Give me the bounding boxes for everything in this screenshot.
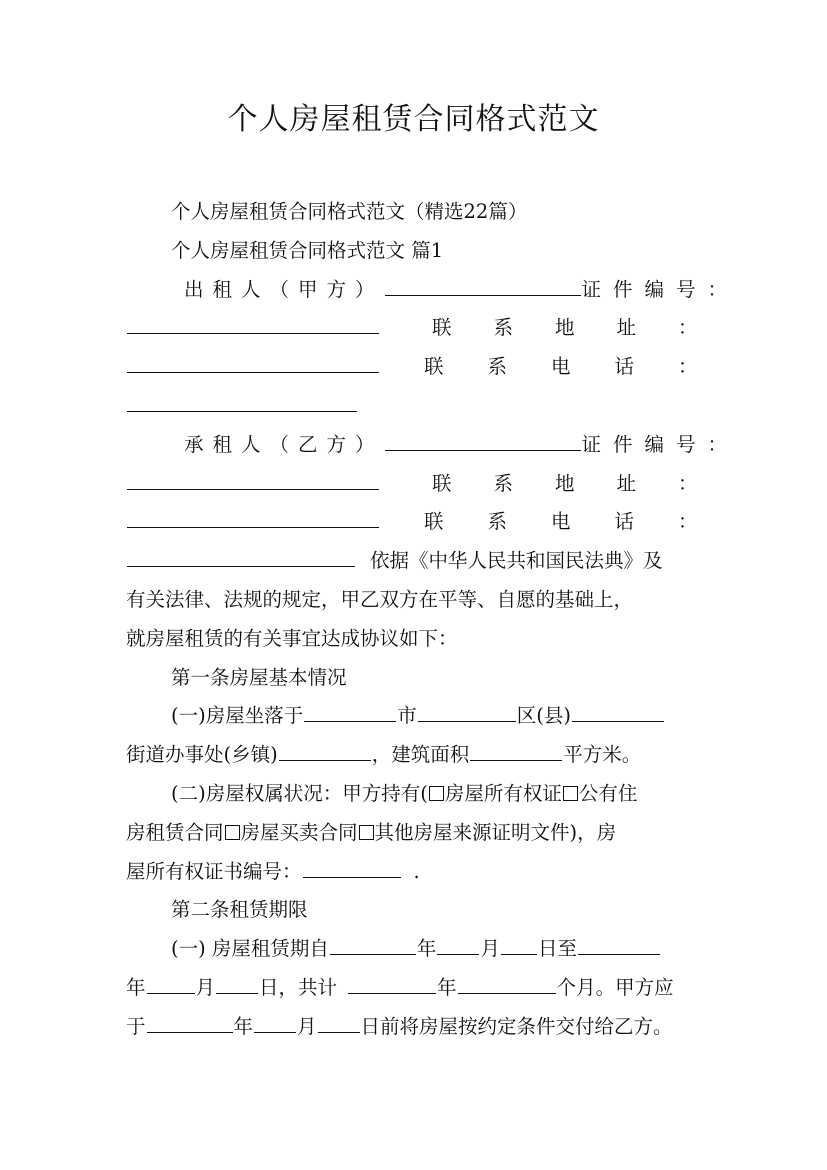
preamble-line-3: 就房屋租赁的有关事宜达成协议如下：: [126, 626, 458, 650]
lessee-line: [126, 426, 740, 465]
lessor-id-label: 证件编号：: [581, 277, 740, 301]
checkbox-ownership-cert[interactable]: [429, 786, 444, 801]
delivery-day-blank[interactable]: [318, 1010, 360, 1033]
checkbox-public-lease[interactable]: [563, 786, 578, 801]
delivery-prefix: 于: [126, 1014, 146, 1038]
document-title: 个人房屋租赁合同格式范文: [227, 102, 600, 137]
start-month-blank[interactable]: [437, 932, 479, 955]
lease-period-label: (一) 房屋租赁期自: [171, 937, 329, 961]
section1-item2-line2: [126, 814, 706, 853]
section1-item1-line1: [126, 697, 706, 736]
lessor-line: [126, 271, 740, 310]
total-years-label: 年: [437, 975, 457, 999]
cert-number-blank[interactable]: [303, 855, 401, 878]
lessor-label: 出租人（甲方）: [184, 277, 384, 301]
section1-item1-line2: [126, 736, 706, 775]
section1-item2-line3: [126, 853, 706, 892]
cert-number-label: 屋所有权证书编号：: [126, 859, 302, 883]
start-day-label: 日至: [537, 937, 577, 961]
end-month-label: 月: [195, 975, 216, 999]
section1-item2-line1: [126, 775, 706, 814]
section1-heading: 第一条房屋基本情况: [171, 665, 347, 689]
total-months-blank[interactable]: [458, 971, 556, 994]
delivery-month-blank[interactable]: [254, 1010, 296, 1033]
area-label: ，建筑面积: [371, 743, 470, 767]
section2-item1-line1: [126, 930, 706, 969]
lessee-address-blank[interactable]: [127, 505, 379, 528]
lessor-id-blank[interactable]: [127, 311, 379, 334]
lessee-label: 承租人（乙方）: [184, 432, 384, 456]
lessor-address-blank[interactable]: [127, 350, 379, 373]
checkbox-other-docs[interactable]: [359, 825, 374, 840]
total-months-label: 个月。甲方应: [556, 975, 674, 999]
preamble-line-1: [126, 542, 706, 581]
option-public-lease-part2: 房租赁合同: [126, 820, 224, 844]
section2-item1-line2: [126, 969, 706, 1008]
lessee-phone-blank[interactable]: [127, 544, 355, 567]
location-label: (一)房屋坐落于: [171, 704, 304, 728]
street-label: 街道办事处(乡镇): [126, 743, 278, 767]
delivery-suffix: 日前将房屋按约定条件交付给乙方。: [360, 1014, 673, 1038]
end-year-label: 年: [126, 975, 146, 999]
end-month-blank[interactable]: [147, 971, 195, 994]
article-heading: 个人房屋租赁合同格式范文 篇1: [171, 238, 444, 262]
document-body: [126, 193, 742, 1047]
delivery-year-blank[interactable]: [147, 1010, 233, 1033]
lessor-name-blank[interactable]: [385, 273, 581, 296]
lessee-phone-label: 联系电话：: [424, 510, 742, 534]
option-ownership-cert: 房屋所有权证: [444, 781, 562, 805]
lessor-phone-blank[interactable]: [127, 389, 357, 412]
lessee-address-label: 联系地址：: [432, 471, 740, 495]
start-month-label: 月: [480, 937, 500, 961]
preamble-text-1: 依据《中华人民共和国民法典》及: [370, 549, 663, 573]
ownership-label: (二)房屋权属状况：甲方持有(: [171, 781, 428, 805]
section2-item1-line3: [126, 1008, 706, 1047]
delivery-month-label: 月: [297, 1014, 317, 1038]
section2-heading: 第二条租赁期限: [171, 898, 308, 922]
total-years-blank[interactable]: [348, 971, 436, 994]
area-unit: 平方米。: [563, 743, 642, 767]
option-purchase-contract: 房屋买卖合同: [240, 820, 358, 844]
end-day-label: 日，共计: [259, 975, 338, 999]
lessor-phone-label: 联系电话：: [424, 355, 742, 379]
district-label: 区(县): [516, 704, 571, 728]
district-blank[interactable]: [572, 699, 664, 722]
preamble-line-2: 有关法律、法规的规定，甲乙双方在平等、自愿的基础上，: [126, 587, 634, 611]
city-label: 市: [397, 704, 417, 728]
lessor-address-label: 联系地址：: [432, 316, 740, 340]
end-day-blank[interactable]: [216, 971, 258, 994]
lessee-name-blank[interactable]: [385, 428, 581, 451]
lessee-address-line: [126, 465, 740, 504]
lessor-address-line: [126, 309, 740, 348]
start-year-blank[interactable]: [330, 932, 416, 955]
start-year-label: 年: [416, 937, 437, 961]
cert-number-period: .: [413, 859, 420, 883]
lessee-id-blank[interactable]: [127, 467, 379, 490]
delivery-year-label: 年: [233, 1014, 254, 1038]
start-day-blank[interactable]: [501, 932, 537, 955]
option-public-lease-part1: 公有住: [578, 781, 638, 805]
lessor-phone-blank-line: [126, 387, 706, 426]
street-blank[interactable]: [279, 738, 371, 761]
checkbox-purchase-contract[interactable]: [225, 825, 240, 840]
lessee-phone-line: [126, 503, 742, 542]
option-other-docs: 其他房屋来源证明文件)，房: [374, 820, 617, 844]
end-year-blank[interactable]: [578, 932, 660, 955]
city-blank[interactable]: [418, 699, 516, 722]
lessee-id-label: 证件编号：: [581, 432, 740, 456]
subtitle: 个人房屋租赁合同格式范文（精选22篇）: [171, 200, 528, 223]
lessor-phone-line: [126, 348, 742, 387]
location-blank[interactable]: [304, 699, 396, 722]
area-blank[interactable]: [470, 738, 562, 761]
